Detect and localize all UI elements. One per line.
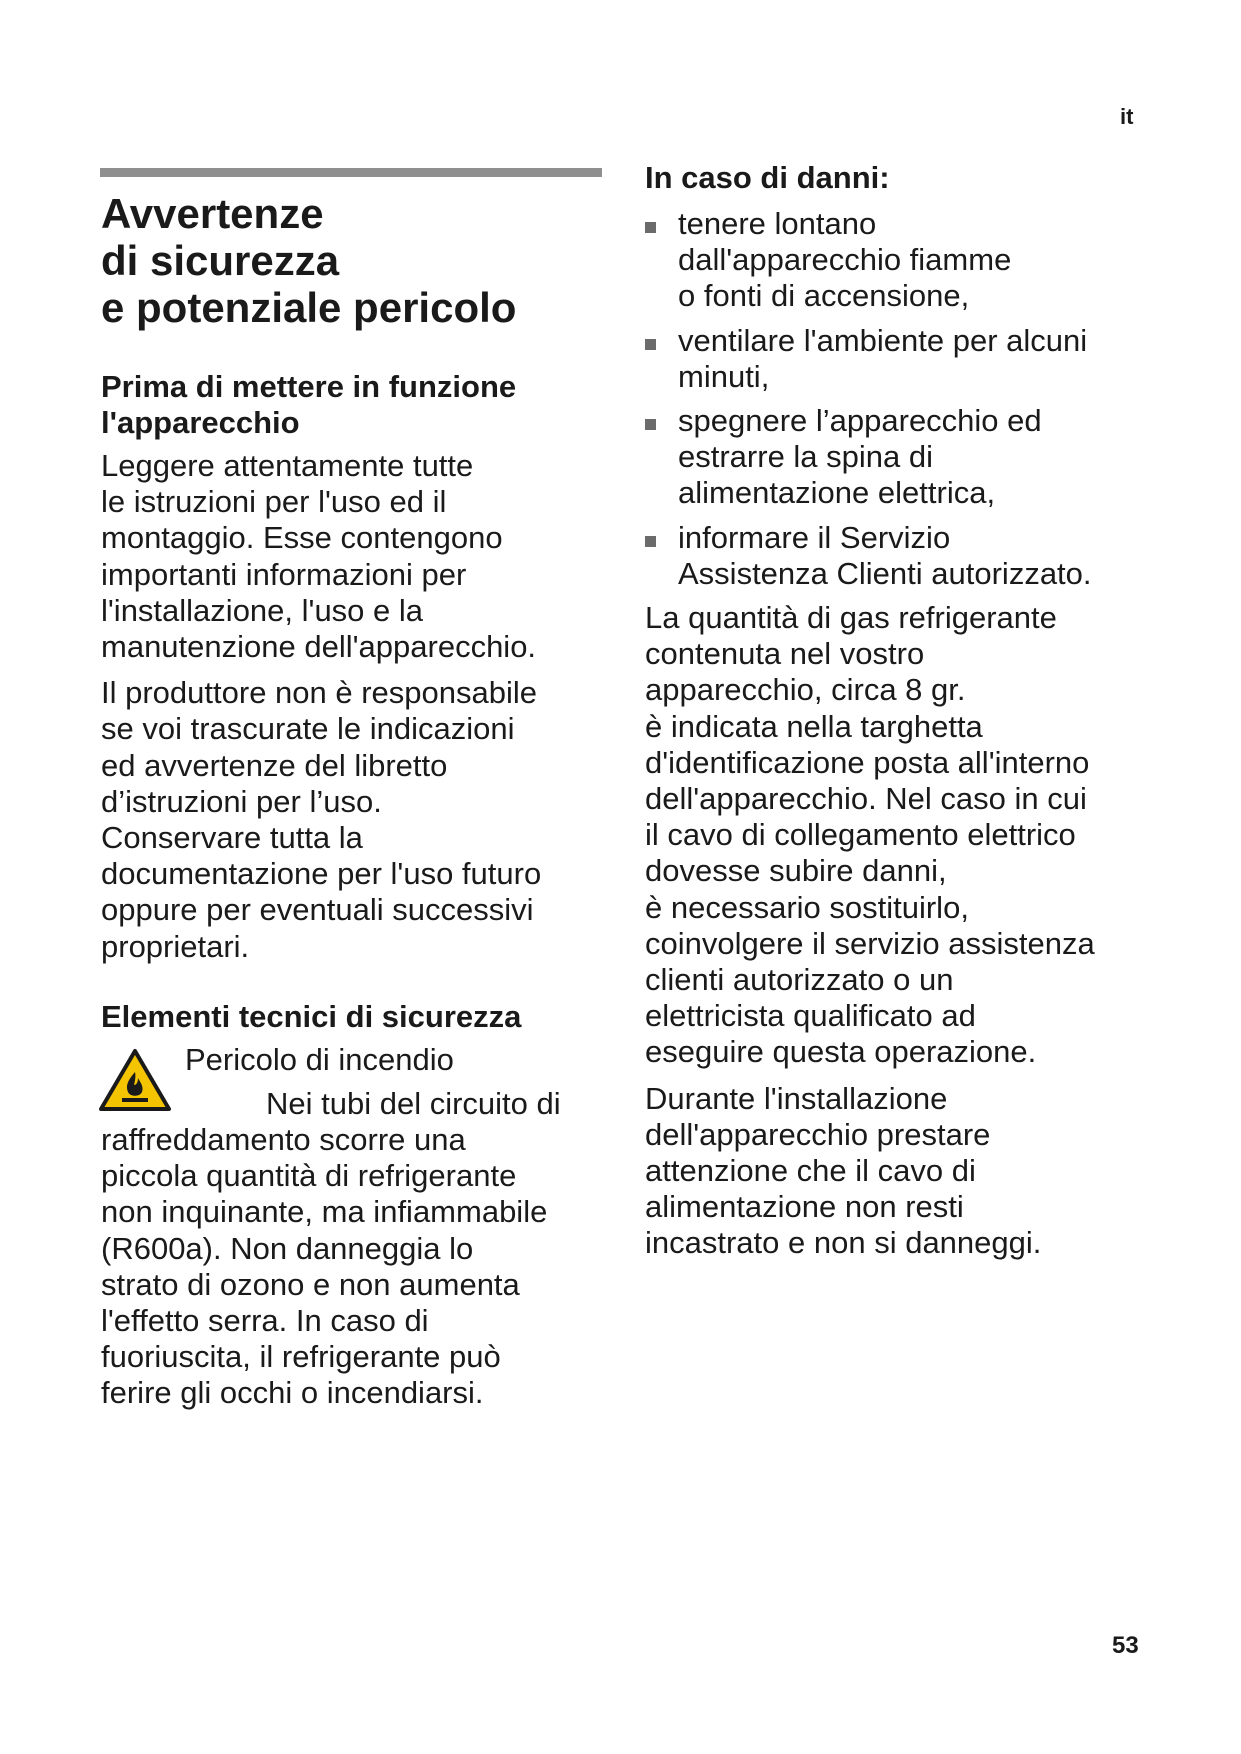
bullet-square-icon (645, 419, 656, 430)
language-code: it (1120, 104, 1134, 129)
paragraph-read-instructions: Leggere attentamente tutte le istruzioni per l'uso ed il montaggio. Esse contengono importanti informazioni per l'installazione, l'uso e la manutenzione dell'apparecchio. (101, 448, 537, 665)
list-item (645, 403, 1145, 512)
warning-text: Nei tubi del circuito di raffreddamento scorre una piccola quantità di refrigerante non inquinante, ma infiammabile (R600a). Non danneggia lo strato di ozono e non aumenta l'effetto serra. In caso di fuoriuscita, il refrigerante può ferire gli occhi o incendiarsi. (101, 1085, 561, 1411)
damage-heading: In caso di danni: (645, 160, 890, 195)
list-item (645, 323, 1145, 395)
list-item-text: ventilare l'ambiente per alcuni minuti, (678, 322, 1088, 394)
section-heading-safety-elements: Elementi tecnici di sicurezza (101, 998, 522, 1034)
paragraph-installation-cable: Durante l'installazione dell'apparecchio prestare attenzione che il cavo di alimentazione non resti incastrato e non si danneggi. (645, 1080, 1042, 1261)
list-item-text: informare il Servizio Assistenza Clienti autorizzato. (678, 519, 1092, 591)
bullet-square-icon (645, 339, 656, 350)
paragraph-refrigerant-quantity: La quantità di gas refrigerante contenuta nel vostro apparecchio, circa 8 gr. è indicata nella targhetta d'identificazione posta all'interno dell'apparecchio. Nel caso in cui il cavo di collegamento elettrico dovesse subire danni, è necessario sostituirlo, coinvolgere il servizio assistenza clienti autorizzato o un elettricista qualificato ad eseguire questa operazione. (645, 600, 1095, 1070)
title-rule (100, 168, 602, 177)
list-item-text: tenere lontano dall'apparecchio fiamme o fonti di accensione, (678, 206, 1012, 314)
right-column (645, 160, 1145, 1272)
page-title (101, 190, 611, 331)
title-line-2: di sicurezza (101, 237, 340, 284)
warning-title: Pericolo di incendio (185, 1041, 454, 1077)
list-item-text: spegnere l’apparecchio ed estrarre la spina di alimentazione elettrica, (678, 403, 1042, 511)
title-line-3: e potenziale pericolo (101, 284, 517, 331)
list-item (645, 206, 1145, 315)
section-heading-before-use: Prima di mettere in funzione l'apparecchio (101, 369, 517, 440)
bullet-square-icon (645, 222, 656, 233)
title-line-1: Avvertenze (101, 190, 324, 237)
fire-warning (101, 1042, 611, 1412)
flammable-warning-icon (98, 1048, 172, 1112)
damage-bullet-list (645, 206, 1145, 592)
list-item (645, 520, 1145, 592)
left-column (101, 190, 611, 1422)
page-number: 53 (1112, 1632, 1139, 1659)
bullet-square-icon (645, 536, 656, 547)
paragraph-manufacturer-liability: Il produttore non è responsabile se voi trascurate le indicazioni ed avvertenze del libretto d’istruzioni per l’uso. Conservare tutta la documentazione per l'uso futuro oppure per eventuali successivi proprietari. (101, 675, 542, 964)
